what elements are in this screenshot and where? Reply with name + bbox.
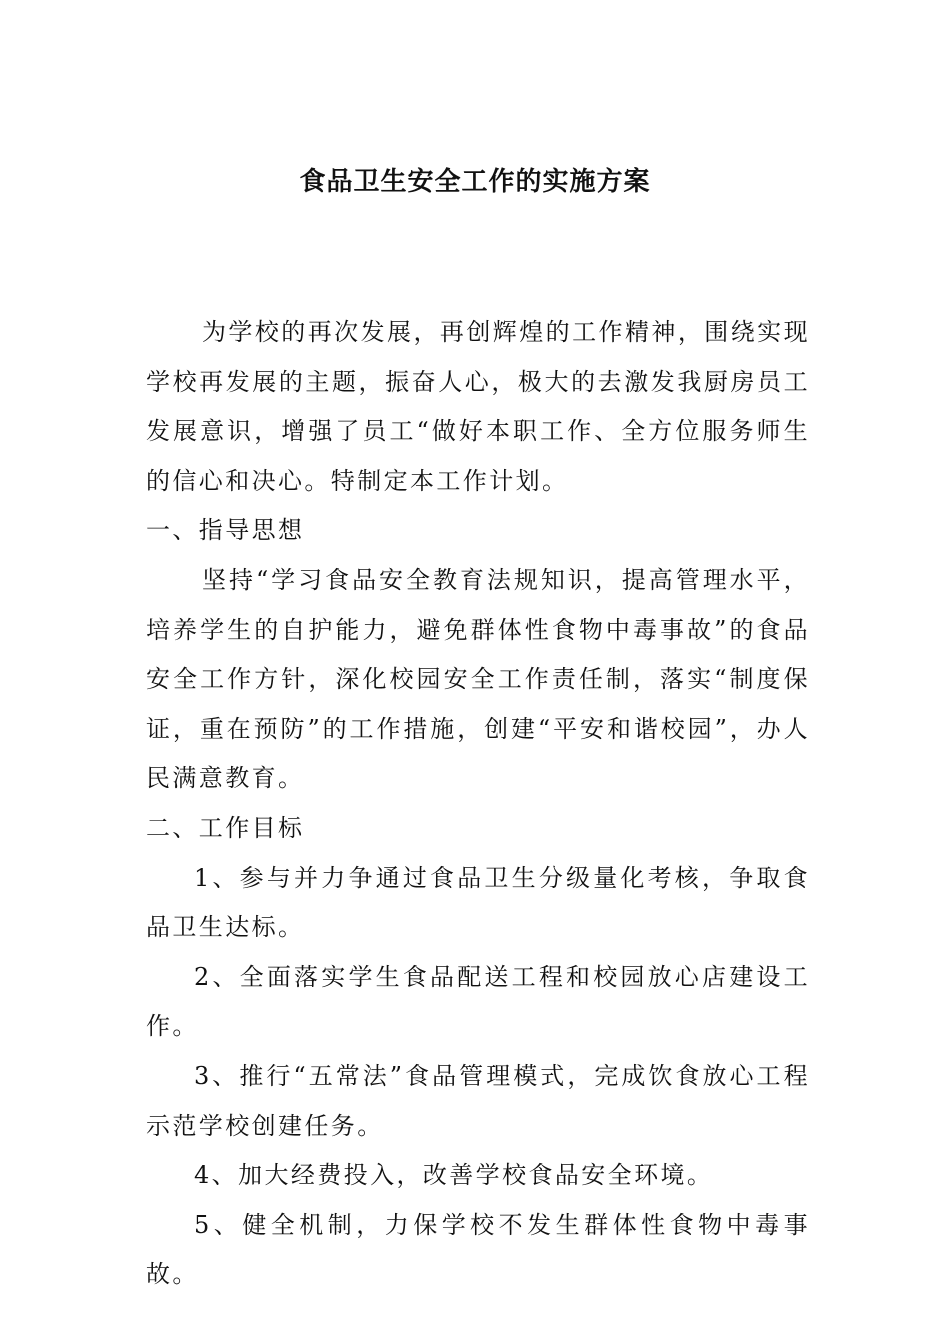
document-body <box>146 308 810 1300</box>
document-title: 食品卫生安全工作的实施方案 <box>299 167 651 197</box>
section-heading-work-goals: 二、工作目标 <box>146 813 305 842</box>
goal-item-4: 4、加大经费投入，改善学校食品安全环境。 <box>194 1161 714 1190</box>
goal-item-5: 5、健全机制，力保学校不发生群体性食物中毒事故。 <box>146 1210 810 1289</box>
section-heading-guiding-ideology: 一、指导思想 <box>146 516 305 545</box>
intro-paragraph: 为学校的再次发展，再创辉煌的工作精神，围绕实现学校再发展的主题，振奋人心，极大的去激发我厨房员工发展意识，增强了员工“做好本职工作、全方位服务师生的信心和决心。特制定本工作计划。 <box>146 318 810 495</box>
goal-item-2: 2、全面落实学生食品配送工程和校园放心店建设工作。 <box>146 962 810 1041</box>
guiding-ideology-paragraph: 坚持“学习食品安全教育法规知识，提高管理水平，培养学生的自护能力，避免群体性食物中毒事故”的食品安全工作方针，深化校园安全工作责任制，落实“制度保证，重在预防”的工作措施，创建“平安和谐校园”，办人民满意教育。 <box>146 565 810 793</box>
goal-item-1: 1、参与并力争通过食品卫生分级量化考核，争取食品卫生达标。 <box>146 863 810 942</box>
goal-item-3: 3、推行“五常法”食品管理模式，完成饮食放心工程示范学校创建任务。 <box>146 1061 810 1140</box>
